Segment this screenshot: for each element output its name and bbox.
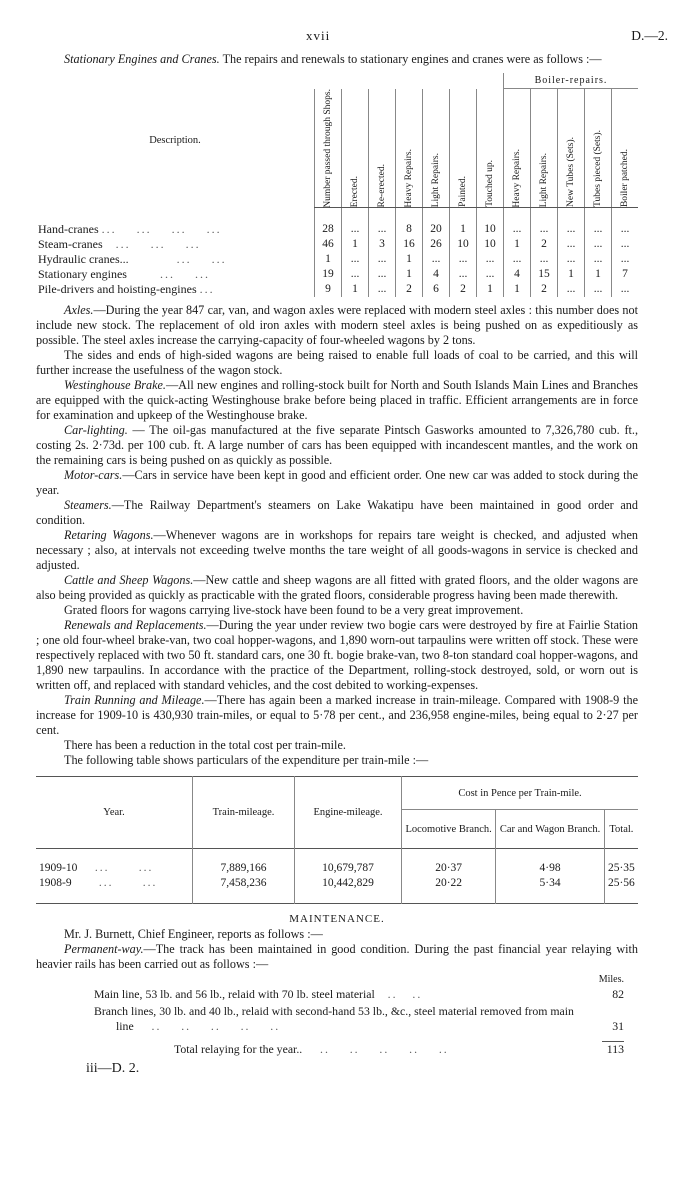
table-cell: ...: [504, 222, 531, 237]
table-cell: 1: [477, 282, 504, 297]
cost-table: [36, 776, 638, 904]
relaying-item: Main line, 53 lb. and 56 lb., relaid with 70 lb. steel material .. .. 82: [94, 987, 624, 1002]
table-cell: ...: [585, 252, 612, 267]
table-cell: 1: [504, 237, 531, 252]
year-cell: 1909-10: [39, 862, 78, 875]
table-cell: 46: [315, 237, 342, 252]
table-cell: 7,889,166: [193, 861, 295, 876]
page-header: [36, 28, 668, 52]
permanent-way-paragraph: Permanent-way.—The track has been maintained in good condition. During the past financial year relaying with heavier rails has been carried out as follows :—: [36, 942, 638, 972]
table-cell: ...: [342, 267, 369, 282]
table-cell: 10,679,787: [295, 861, 402, 876]
table-cell: ...: [585, 237, 612, 252]
table-row: Hydraulic cranes... ... ... 1 ... ... 1 ... ... ... ... ... ... ... ...: [36, 252, 638, 267]
table-row: 1908-9 ... ... 7,458,236 10,442,829 20·22 5·34 25·56: [36, 876, 638, 891]
relaying-table: [94, 972, 624, 1057]
column-header: Heavy Repairs.: [396, 89, 423, 208]
table-cell: ...: [477, 267, 504, 282]
year-header: Year.: [103, 807, 125, 819]
page-number: xvii: [306, 28, 331, 43]
paragraph: Westinghouse Brake.—All new engines and rolling-stock built for North and South Islands Main Lines and Branches are equipped with the quick-acting Westinghouse brake before being placed in traffic. Efficient arrangements are in force for examination and upkeep of the Westinghouse brake.: [36, 378, 638, 423]
table-cell: 3: [369, 237, 396, 252]
row-label: Hydraulic cranes...: [38, 252, 129, 267]
reporter-line: Mr. J. Burnett, Chief Engineer, reports as follows :—: [64, 927, 323, 942]
table-cell: ...: [342, 252, 369, 267]
year-cell: 1908-9: [39, 877, 72, 890]
relaying-value: 82: [612, 987, 624, 1002]
table-cell: 20·22: [402, 876, 496, 891]
table-cell: ...: [531, 252, 558, 267]
table-cell: ...: [369, 282, 396, 297]
relaying-total-value: 113: [606, 1042, 624, 1057]
table-cell: ...: [369, 222, 396, 237]
table-cell: 1: [342, 237, 369, 252]
car-wagon-header: Car and Wagon Branch.: [496, 810, 605, 849]
column-header: Tubes pieced (Sets).: [585, 89, 612, 208]
description-header: Description.: [149, 134, 201, 146]
table-cell: 20: [423, 222, 450, 237]
table-cell: 2: [396, 282, 423, 297]
column-header: New Tubes (Sets).: [558, 89, 585, 208]
intro-text: The repairs and renewals to stationary engines and cranes were as follows :—: [222, 52, 602, 66]
page: [36, 28, 668, 1077]
relaying-item: Branch lines, 30 lb. and 40 lb., relaid with second-hand 53 lb., &c., steel material removed from main line .. .. .. .. .. 31: [94, 1004, 624, 1034]
table-cell: ...: [558, 252, 585, 267]
table-row: Pile-drivers and hoisting-engines ... 9 1 ... 2 6 2 1 1 2 ... ... ...: [36, 282, 638, 297]
column-header: Re-erected.: [369, 89, 396, 208]
table-cell: 10: [477, 237, 504, 252]
table-cell: 2: [531, 282, 558, 297]
column-header: Erected.: [342, 89, 369, 208]
table-cell: 4·98: [496, 861, 605, 876]
row-label: Stationary engines: [38, 267, 127, 282]
table-cell: 20·37: [402, 861, 496, 876]
column-header: Touched up.: [477, 89, 504, 208]
miles-header: Miles.: [598, 974, 624, 986]
column-header: Light Repairs.: [531, 89, 558, 208]
table-cell: 4: [504, 267, 531, 282]
column-header: Boiler patched.: [612, 89, 639, 208]
table-cell: 10,442,829: [295, 876, 402, 891]
table-cell: ...: [450, 252, 477, 267]
boiler-repairs-header: Boiler-repairs.: [504, 73, 639, 89]
table-cell: 25·35: [604, 861, 638, 876]
paragraph: Cattle and Sheep Wagons.—New cattle and sheep wagons are all fitted with grated floors, and the older wagons are also being provided as quickly as practicable with the grated floors, considerable progress having been made therewith.: [36, 573, 638, 603]
table-cell: 9: [315, 282, 342, 297]
paragraph: Steamers.—The Railway Department's steamers on Lake Wakatipu have been maintained in good order and condition.: [36, 498, 638, 528]
relaying-value: 31: [612, 1019, 624, 1034]
table-cell: 2: [450, 282, 477, 297]
table-cell: ...: [558, 237, 585, 252]
table-cell: 2: [531, 237, 558, 252]
paragraph: The sides and ends of high-sided wagons are being raised to enable full loads of coal to be carried, and this will further increase the usefulness of the wagon stock.: [36, 348, 638, 378]
body-text: [36, 303, 638, 768]
total-header: Total.: [604, 810, 638, 849]
table-row: Steam-cranes ... ... ... 46 1 3 16 26 10 10 1 2 ... ... ...: [36, 237, 638, 252]
table-cell: ...: [369, 252, 396, 267]
paragraph: Renewals and Replacements.—During the year under review two bogie cars were destroyed by fire at Fairlie Station ; one old four-wheel brake-van, two coal hopper-wagons, and 1,890 worn-out tarpaulins were written off stock. These were respectively replaced with two 50 ft. standard cars, one 30 ft. bogie brake-van, two 8-ton standard coal hopper-wagons, and 1,890 new tarpaulins. In accordance with the practice of the Department, rolling-stock destroyed, sold, or worn out is written off, and replaced with standard vehicles, and the cost debited to working-expenses.: [36, 618, 639, 693]
column-header: Light Repairs.: [423, 89, 450, 208]
train-mileage-header: Train-mileage.: [193, 777, 295, 849]
table-cell: ...: [612, 222, 639, 237]
row-label: Pile-drivers and hoisting-engines: [38, 282, 197, 297]
paragraph: The following table shows particulars of the expenditure per train-mile :—: [64, 753, 429, 768]
intro-paragraph: [36, 52, 638, 67]
table-cell: 1: [558, 267, 585, 282]
table-cell: ...: [612, 237, 639, 252]
paragraph: Motor-cars.—Cars in service have been kept in good and efficient order. One new car was added to stock during the year.: [36, 468, 638, 498]
document-code: D.—2.: [631, 28, 668, 43]
cost-group-header: Cost in Pence per Train-mile.: [402, 777, 639, 810]
table-cell: ...: [342, 222, 369, 237]
table-cell: ...: [477, 252, 504, 267]
table-cell: 25·56: [604, 876, 638, 891]
table-cell: 4: [423, 267, 450, 282]
table-cell: ...: [612, 252, 639, 267]
table-cell: 28: [315, 222, 342, 237]
table-cell: 15: [531, 267, 558, 282]
table-row: Stationary engines ... ... 19 ... ... 1 4 ... ... 4 15 1 1 7: [36, 267, 638, 282]
table-cell: 7,458,236: [193, 876, 295, 891]
table-cell: ...: [585, 282, 612, 297]
paragraph: Axles.—During the year 847 car, van, and wagon axles were replaced with modern steel axles : this number does not include new stock. The replacement of old iron axles with modern steel axles is being pushed on as expeditiously as possible. The steel axles increase the carrying-capacity of four-wheeled wagons by 2 tons.: [36, 303, 638, 348]
table-cell: 26: [423, 237, 450, 252]
table-cell: 10: [477, 222, 504, 237]
locomotive-header: Locomotive Branch.: [402, 810, 496, 849]
table-cell: 1: [342, 282, 369, 297]
section-heading: Stationary Engines and Cranes.: [64, 52, 220, 66]
table-cell: 1: [396, 267, 423, 282]
table-cell: 16: [396, 237, 423, 252]
relaying-total: Total relaying for the year.. .. .. .. .. .. 113: [174, 1042, 624, 1057]
paragraph: Grated floors for wagons carrying live-stock have been found to be a very great improvement.: [64, 603, 524, 618]
table-cell: 19: [315, 267, 342, 282]
table-cell: ...: [504, 252, 531, 267]
paragraph: Car-lighting. — The oil-gas manufactured at the five separate Pintsch Gasworks amounted to 7,326,780 cub. ft., costing 2s. 2·73d. per 100 cub. ft. A large number of cars has been equipped with incandescent mantles, and the work on the remaining cars is being pushed on as quickly as possible.: [36, 423, 638, 468]
table-row: 1909-10 ... ... 7,889,166 10,679,787 20·37 4·98 25·35: [36, 861, 638, 876]
column-header: Number passed through Shops.: [315, 89, 342, 208]
table-cell: 1: [504, 282, 531, 297]
table-cell: 1: [585, 267, 612, 282]
table-cell: ...: [558, 282, 585, 297]
table-cell: ...: [531, 222, 558, 237]
paragraph: There has been a reduction in the total cost per train-mile.: [64, 738, 346, 753]
table-row: Hand-cranes ... ... ... ... 28 ... ... 8 20 1 10 ... ... ... ... ...: [36, 222, 638, 237]
page-footer: iii—D. 2.: [86, 1061, 140, 1077]
table-cell: ...: [612, 282, 639, 297]
table-cell: 8: [396, 222, 423, 237]
table-cell: ...: [585, 222, 612, 237]
row-label: Steam-cranes: [38, 237, 103, 252]
table-cell: 7: [612, 267, 639, 282]
column-header: Painted.: [450, 89, 477, 208]
table-cell: 5·34: [496, 876, 605, 891]
table-cell: ...: [423, 252, 450, 267]
table-cell: ...: [558, 222, 585, 237]
table-cell: 1: [450, 222, 477, 237]
repairs-table: [36, 73, 638, 297]
row-label: Hand-cranes: [38, 222, 99, 237]
table-cell: 1: [396, 252, 423, 267]
engine-mileage-header: Engine-mileage.: [295, 777, 402, 849]
column-header: Heavy Repairs.: [504, 89, 531, 208]
paragraph: Retaring Wagons.—Whenever wagons are in workshops for repairs tare weight is checked, and adjusted when necessary ; also, at intervals not exceeding twelve months the tare weight of all goods-wagons in service is checked and adjusted.: [36, 528, 638, 573]
table-cell: 6: [423, 282, 450, 297]
table-cell: ...: [369, 267, 396, 282]
table-cell: 10: [450, 237, 477, 252]
table-cell: 1: [315, 252, 342, 267]
paragraph: Train Running and Mileage.—There has again been a marked increase in train-mileage. Compared with 1908-9 the increase for 1909-10 is 430,930 train-miles, or equal to 5·78 per cent., and 236,958 engine-miles, being equal to 2·27 per cent.: [36, 693, 639, 738]
table-cell: ...: [450, 267, 477, 282]
maintenance-heading: MAINTENANCE.: [289, 913, 385, 926]
